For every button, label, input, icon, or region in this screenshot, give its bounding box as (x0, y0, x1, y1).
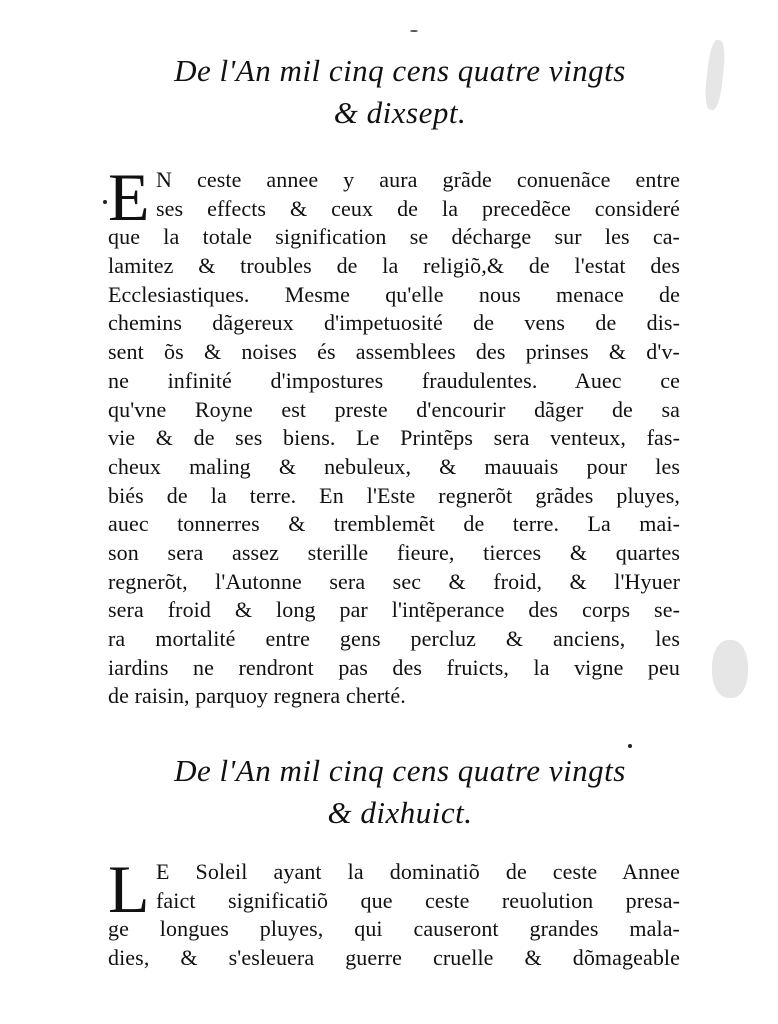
section-heading-1587 (100, 50, 700, 134)
heading-line: De l'An mil cinq cens quatre vingts (174, 753, 626, 788)
text-line: sera froid & long par l'intẽperance des corps se- (108, 597, 680, 623)
text-line: N ceste annee y aura grãde conuenãce entre (156, 167, 680, 192)
ink-speck (410, 30, 418, 32)
text-line: E Soleil ayant la dominatiõ de ceste Annee (156, 859, 680, 884)
heading-line: & dixhuict. (327, 795, 473, 830)
text-line: vie & de ses biens. Le Printẽps sera venteux, fas- (108, 425, 680, 451)
ink-speck (103, 200, 107, 204)
paper-stain (703, 39, 726, 110)
text-line: chemins dãgereux d'impetuosité de vens de dis- (108, 310, 680, 336)
text-line: biés de la terre. En l'Este regnerõt grãdes pluyes, (108, 482, 680, 508)
text-line: ge longues pluyes, qui causeront grandes mala- (108, 916, 680, 942)
text-line: ne infinité d'impostures fraudulentes. Auec ce (108, 367, 680, 393)
text-line: ses effects & ceux de la precedẽce consideré (156, 195, 680, 221)
text-line: auec tonnerres & tremblemẽt de terre. La mai- (108, 511, 680, 537)
text-line: regnerõt, l'Autonne sera sec & froid, & l'Hyuer (108, 568, 680, 594)
text-line: Ecclesiastiques. Mesme qu'elle nous menace de (108, 281, 680, 307)
text-line: de raisin, parquoy regnera cherté. (108, 683, 406, 709)
text-line: faict significatiõ que ceste reuolution presa- (156, 887, 680, 913)
text-line: que la totale signification se décharge sur les ca- (108, 224, 680, 250)
text-line: iardins ne rendront pas des fruicts, la vigne peu (108, 654, 680, 680)
paragraph-1588 (108, 851, 680, 973)
text-line: son sera assez sterille fieure, tierces & quartes (108, 539, 680, 565)
text-line: lamitez & troubles de la religiõ,& de l'estat des (108, 253, 680, 279)
section-heading-1588 (100, 750, 700, 834)
text-line: sent õs & noises és assemblees des prinses & d'v- (108, 339, 680, 365)
heading-line: De l'An mil cinq cens quatre vingts (174, 53, 626, 88)
drop-cap: E (108, 159, 150, 235)
text-line: dies, & s'esleuera guerre cruelle & dõmageable (108, 945, 680, 971)
ink-speck (628, 744, 632, 748)
heading-line: & dixsept. (333, 95, 467, 130)
text-line: qu'vne Royne est preste d'encourir dãger de sa (108, 396, 680, 422)
drop-cap: L (108, 851, 150, 927)
text-line: ra mortalité entre gens percluz & anciens, les (108, 626, 680, 651)
text-line: cheux maling & nebuleux, & mauuais pour les (108, 453, 680, 479)
paper-stain (712, 640, 748, 698)
paragraph-1587 (108, 159, 680, 711)
